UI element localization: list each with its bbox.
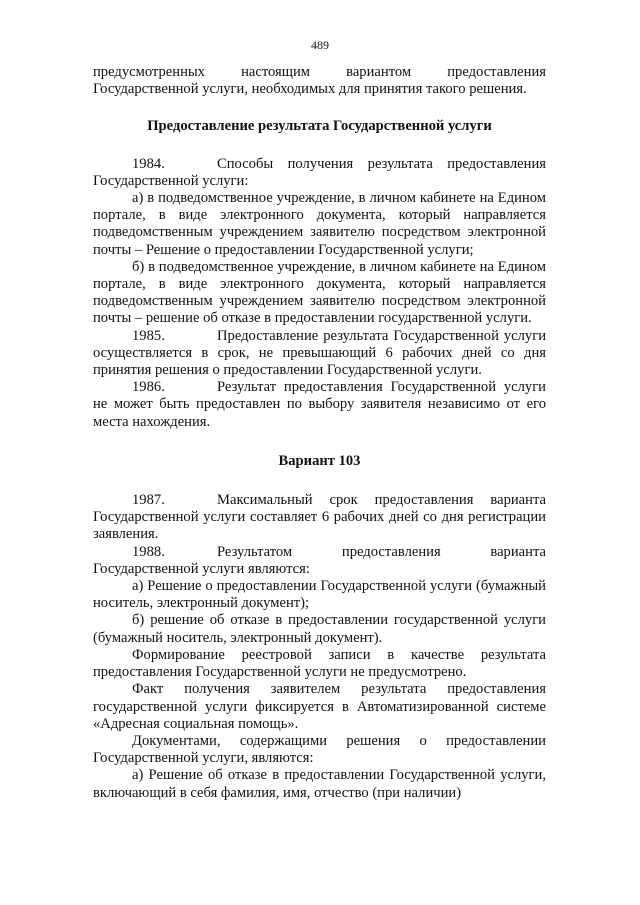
paragraph-1988-a: а) Решение о предоставлении Государственной услуги (бумажный носитель, электронный документ); bbox=[93, 578, 546, 612]
clause-number: 1986. bbox=[132, 379, 165, 396]
clause-number: 1987. bbox=[132, 492, 165, 509]
clause-number: 1985. bbox=[132, 327, 165, 344]
page-number: 489 bbox=[311, 38, 329, 52]
paragraph-1988 bbox=[93, 544, 546, 578]
paragraph-registry: Формирование реестровой записи в качестве результата предоставления Государственной услуги не предусмотрено. bbox=[93, 646, 546, 681]
paragraph-continuation-line2: Государственной услуги, необходимых для принятия такого решения. bbox=[93, 81, 527, 98]
paragraph-continuation-line1: предусмотренных настоящим вариантом предоставления bbox=[93, 64, 546, 80]
paragraph-documents-a: а) Решение об отказе в предоставлении Государственной услуги, включающий в себя фамилия, имя, отчество (при наличии) bbox=[93, 767, 546, 801]
clause-text: Результатом предоставления варианта Государственной услуги являются: bbox=[93, 543, 546, 577]
clause-text: Результат предоставления Государственной услуги не может быть предоставлен по выбору заявителя независимо от его места нахождения. bbox=[93, 379, 546, 430]
paragraph-documents: Документами, содержащими решения о предоставлении Государственной услуги, являются: bbox=[93, 732, 546, 767]
page-body bbox=[93, 64, 546, 802]
section-heading-result: Предоставление результата Государственной услуги bbox=[147, 118, 492, 135]
clause-number: 1988. bbox=[132, 543, 165, 560]
section-heading-variant: Вариант 103 bbox=[278, 452, 361, 469]
clause-text: Предоставление результата Государственной услуги осуществляется в срок, не превышающий 6 рабочих дней со дня принятия решения о предоставлении Государственной услуги. bbox=[93, 327, 546, 379]
paragraph-1985 bbox=[93, 328, 546, 380]
clause-text: Способы получения результата предоставления Государственной услуги: bbox=[93, 155, 546, 189]
paragraph-1986 bbox=[93, 379, 546, 431]
paragraph-1984 bbox=[93, 156, 546, 190]
clause-number: 1984. bbox=[132, 155, 165, 172]
clause-text: Максимальный срок предоставления варианта Государственной услуги составляет 6 рабочих дней со дня регистрации заявления. bbox=[93, 492, 546, 543]
paragraph-1984-a: а) в подведомственное учреждение, в личном кабинете на Едином портале, в виде электронного документа, который направляется подведомственным учреждением заявителю посредством электронной почты – Решение о предоставлении Государственной услуги; bbox=[93, 190, 546, 258]
paragraph-1984-b: б) в подведомственное учреждение, в личном кабинете на Едином портале, в виде электронного документа, который направляется подведомственным учреждением заявителю посредством электронной почты – решение об отказе в предоставлении государственной услуги. bbox=[93, 258, 546, 327]
paragraph-1988-b: б) решение об отказе в предоставлении государственной услуги (бумажный носитель, электронный документ). bbox=[93, 612, 546, 646]
paragraph-1987 bbox=[93, 492, 546, 544]
paragraph-fact: Факт получения заявителем результата предоставления государственной услуги фиксируется в Автоматизированной системе «Адресная социальная помощь». bbox=[93, 681, 546, 732]
